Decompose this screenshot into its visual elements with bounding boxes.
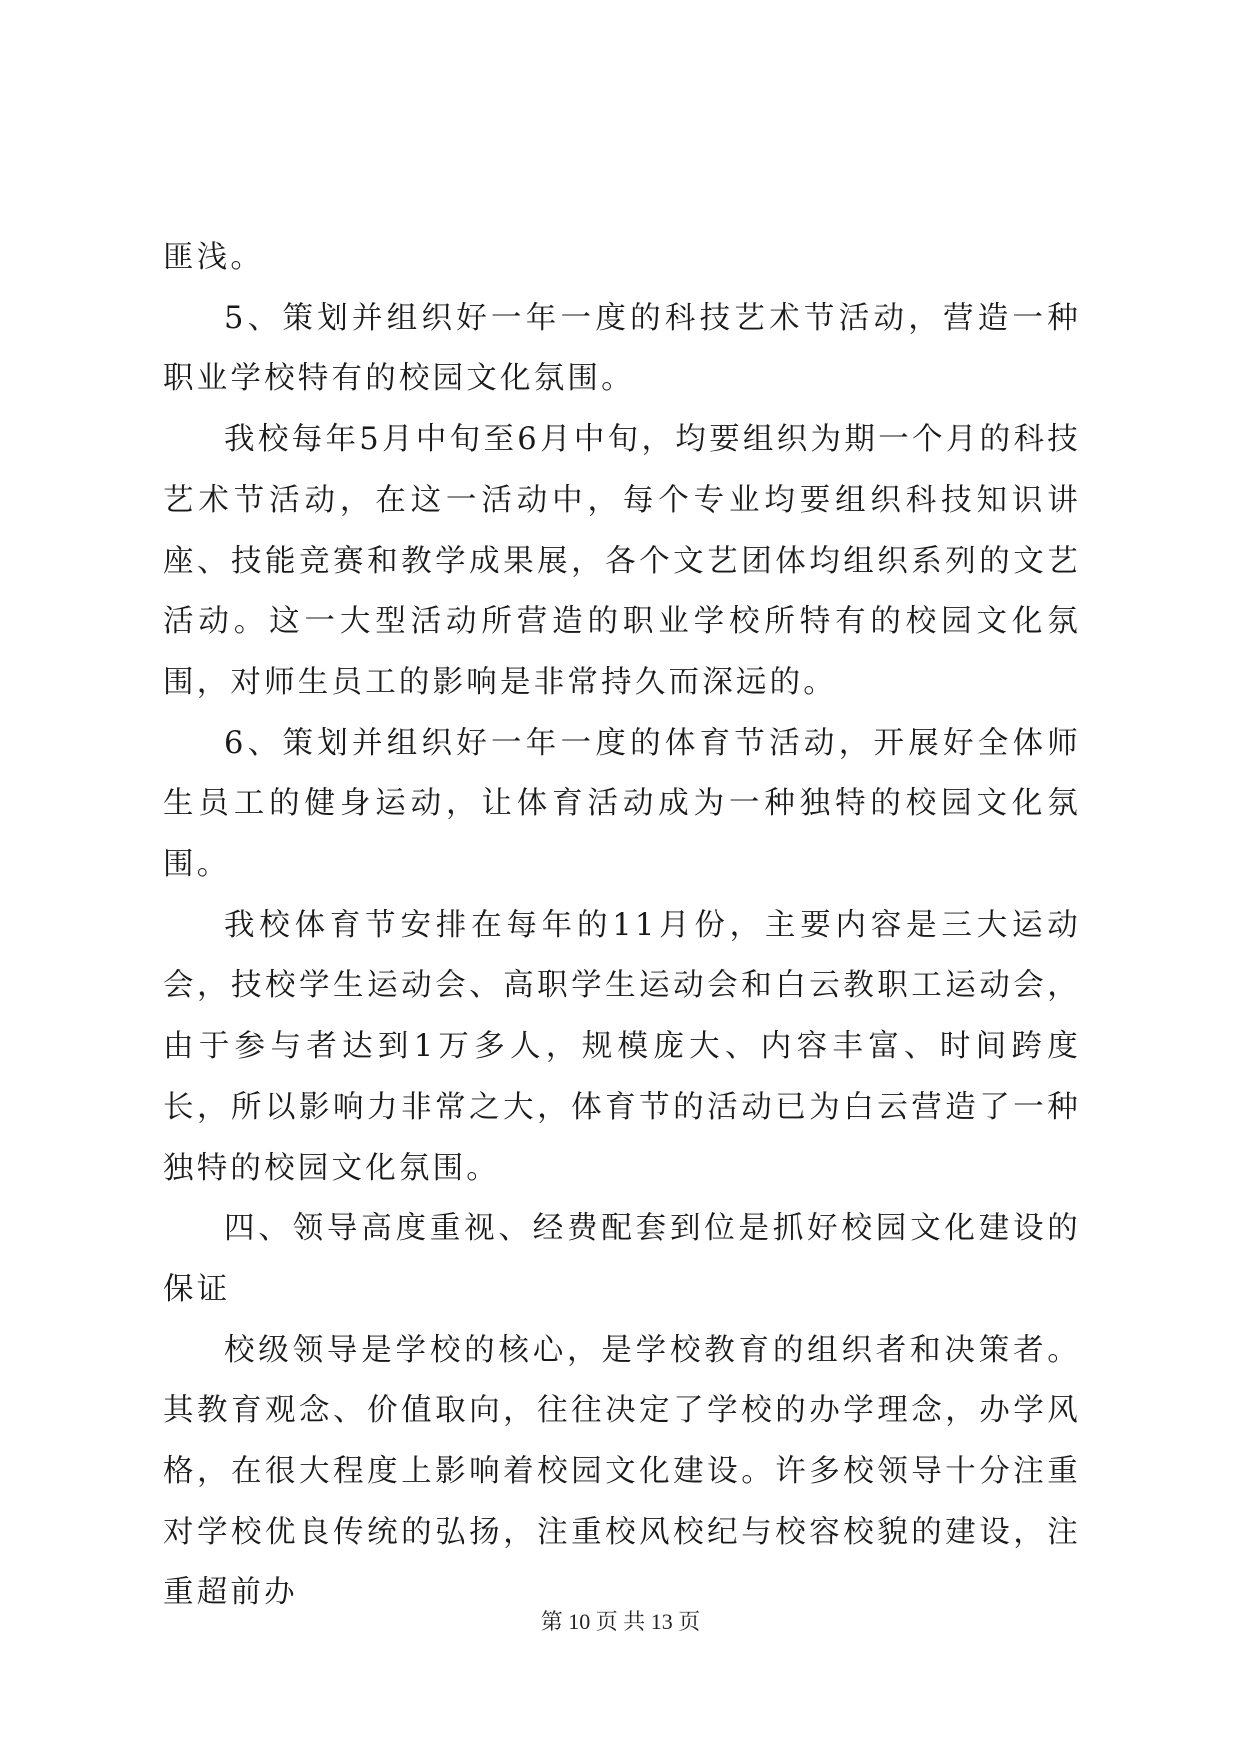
paragraph-tech-art-festival: 我校每年5月中旬至6月中旬，均要组织为期一个月的科技艺术节活动，在这一活动中，每个专业均要组织科技知识讲座、技能竞赛和教学成果展，各个文艺团体均组织系列的文艺活动。这一大型活动所营造的职业学校所特有的校园文化氛围，对师生员工的影响是非常持久而深远的。 (163, 422, 1081, 700)
paragraph-item-6-heading: 6、策划并组织好一年一度的体育节活动，开展好全体师生员工的健身运动，让体育活动成为一种独特的校园文化氛围。 (163, 725, 1081, 883)
paragraph-item-5-heading: 5、策划并组织好一年一度的科技艺术节活动，营造一种职业学校特有的校园文化氛围。 (163, 300, 1081, 397)
paragraph-leadership: 校级领导是学校的核心，是学校教育的组织者和决策者。其教育观念、价值取向，往往决定了学校的办学理念，办学风格，在很大程度上影响着校园文化建设。许多校领导十分注重对学校优良传统的弘扬，注重校风校纪与校容校貌的建设，注重超前办 (163, 1332, 1081, 1611)
paragraph-sports-festival: 我校体育节安排在每年的11月份，主要内容是三大运动会，技校学生运动会、高职学生运动会和白云教职工运动会，由于参与者达到1万多人，规模庞大、内容丰富、时间跨度长，所以影响力非常之大，体育节的活动已为白云营造了一种独特的校园文化氛围。 (163, 907, 1081, 1186)
page-number-footer: 第 10 页 共 13 页 (540, 1609, 701, 1634)
section-heading-four: 四、领导高度重视、经费配套到位是抓好校园文化建设的保证 (163, 1211, 1081, 1307)
document-body (163, 228, 1081, 1624)
paragraph-continuation: 匪浅。 (163, 240, 265, 275)
